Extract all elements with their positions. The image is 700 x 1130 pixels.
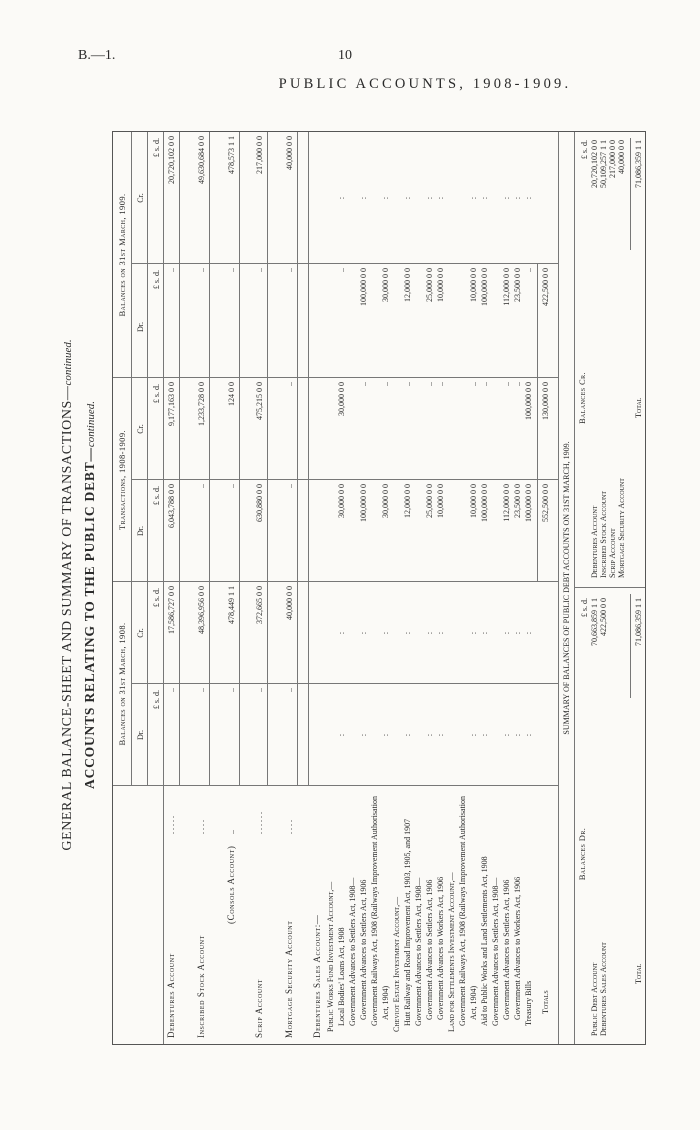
leader-dots: : [524, 631, 533, 635]
summary-dr-total-value: 71,086,359 1 1 [634, 598, 643, 646]
transaction-dr: .. [197, 484, 206, 488]
leader-dots: : [337, 196, 346, 200]
sheet-subtitle [82, 105, 98, 1085]
sales-balance-1909-dr: 10,000 0 0 [436, 268, 445, 302]
leader-dots: : [502, 733, 511, 737]
sales-transaction-dr: 23,500 0 0 [513, 484, 522, 518]
header-balances-1908: Balances on 31st March, 1908. [117, 622, 127, 746]
balance-1909-dr: .. [167, 268, 176, 272]
summary-lsd-dr: £ s. d. [580, 598, 589, 618]
header-lsd: £ s. d. [152, 138, 161, 158]
balance-1909-cr: 217,000 0 0 [255, 136, 264, 174]
sales-row-label: Act, 1904) [381, 985, 390, 1020]
sheet-title-cont: continued. [62, 339, 74, 386]
transaction-dr: 6,043,788 0 0 [167, 484, 176, 528]
balance-1909-cr: 478,573 1 1 [227, 136, 236, 174]
sales-balance-1909-dr: 23,500 0 0 [513, 268, 522, 302]
balance-1908-dr: .. [255, 688, 264, 692]
sales-transaction-dr: 10,000 0 0 [436, 484, 445, 518]
leader-dots: : [480, 196, 489, 200]
leader-dots: : [513, 196, 522, 200]
sales-balance-1909-dr: 100,000 0 0 [359, 268, 368, 306]
header-cr: Cr. [136, 628, 145, 638]
leader-dots: . . . . [285, 820, 294, 834]
sales-heading: Debentures Sales Account:— [312, 914, 322, 1038]
totals-rule [537, 264, 538, 582]
sheet-title [60, 105, 76, 1085]
summary-cr-label: Scrip Account [608, 528, 617, 578]
sales-transaction-dr: 30,000 0 0 [381, 484, 390, 518]
summary-dr-label: Debentures Sales Account [599, 942, 608, 1036]
rotated-balance-sheet [60, 105, 650, 1085]
column-rule [131, 263, 558, 264]
leader-dots: : [436, 631, 445, 635]
row-rule [267, 132, 268, 786]
transaction-cr: 124 0 0 [227, 382, 236, 406]
leader-dots: . . . . . . [255, 812, 264, 834]
summary-dr-label: Public Debt Account [590, 962, 599, 1036]
sheet-subtitle-text: ACCOUNTS RELATING TO THE PUBLIC DEBT— [82, 447, 97, 789]
leader-dots: : [381, 631, 390, 635]
leader-dots: : [436, 733, 445, 737]
sales-row-label: Land for Settlements Investment Account,— [447, 872, 456, 1032]
sales-transaction-cr: .. [480, 382, 489, 386]
sales-transaction-cr: .. [425, 382, 434, 386]
header-cr: Cr. [136, 193, 145, 203]
header-balances-1909: Balances on 31st March, 1909. [117, 193, 127, 317]
leader-dots: : [502, 196, 511, 200]
sales-transaction-dr: 100,000 0 0 [524, 484, 533, 522]
sheet-title-text: GENERAL BALANCE-SHEET AND SUMMARY OF TRANSACTIONS— [60, 385, 75, 851]
header-lsd: £ s. d. [152, 270, 161, 290]
sales-transaction-cr: .. [513, 382, 522, 386]
sales-row-label: Government Advances to Settlers Act, 1908— [414, 877, 423, 1026]
sales-total-cr: 130,000 0 0 [541, 382, 550, 420]
row-rule [297, 132, 298, 786]
header-lsd: £ s. d. [152, 588, 161, 608]
transaction-dr: .. [227, 484, 236, 488]
leader-dots: .. [227, 830, 236, 834]
leader-dots: : [436, 196, 445, 200]
sales-transaction-dr: 112,000 0 0 [502, 484, 511, 522]
row-rule [239, 132, 240, 786]
balance-1909-dr: .. [285, 268, 294, 272]
balance-1909-dr: .. [197, 268, 206, 272]
account-label: Mortgage Security Account [284, 920, 294, 1038]
balance-1909-cr: 40,000 0 0 [285, 136, 294, 170]
sales-transaction-dr: 100,000 0 0 [359, 484, 368, 522]
leader-dots: : [381, 196, 390, 200]
sales-balance-1909-dr: .. [337, 268, 346, 272]
transaction-cr: 1,233,728 0 0 [197, 382, 206, 426]
row-rule [179, 132, 180, 786]
balance-1908-cr: 40,000 0 0 [285, 586, 294, 620]
sales-balance-1909-dr: 12,000 0 0 [403, 268, 412, 302]
sales-row-label: Government Railways Act, 1908 (Railways Improvement Authorisation [458, 796, 467, 1026]
leader-dots: : [403, 631, 412, 635]
sales-row-label: Government Advances to Settlers Act, 1908— [348, 877, 357, 1026]
sales-transaction-cr: .. [469, 382, 478, 386]
summary-cr-heading: Balances Cr. [577, 371, 587, 425]
summary-cr-value: 217,000 0 0 [608, 140, 617, 178]
sales-transaction-cr: .. [403, 382, 412, 386]
sales-balance-1909-dr: .. [524, 268, 533, 272]
sheet-subtitle-cont: continued. [85, 401, 97, 448]
leader-dots: . . . . . [167, 816, 176, 834]
balance-1908-cr: 17,586,727 0 0 [167, 586, 176, 634]
row-rule [308, 132, 309, 786]
leader-dots: : [337, 631, 346, 635]
account-label: Scrip Account [254, 978, 264, 1038]
summary-cr-total-value: 71,086,359 1 1 [634, 140, 643, 188]
balance-1909-cr: 20,720,102 0 0 [167, 136, 176, 184]
sales-row-label: Public Works Fund Investment Account,— [326, 881, 335, 1032]
header-dr: Dr. [136, 322, 145, 332]
leader-dots: : [513, 733, 522, 737]
leader-dots: . . . . [197, 820, 206, 834]
sales-transaction-dr: 30,000 0 0 [337, 484, 346, 518]
sales-transaction-dr: 12,000 0 0 [403, 484, 412, 518]
sales-row-label: Government Advances to Settlers Act, 1906 [425, 879, 434, 1020]
summary-cr-value: 20,720,102 0 0 [590, 140, 599, 188]
leader-dots: : [359, 196, 368, 200]
summary-title: SUMMARY OF BALANCES OF PUBLIC DEBT ACCOUNTS ON 31ST MARCH, 1909. [562, 441, 571, 735]
balance-1908-dr: .. [167, 688, 176, 692]
sales-transaction-cr: 100,000 0 0 [524, 382, 533, 420]
leader-dots: : [403, 733, 412, 737]
sales-row-label: Local Bodies' Loans Act, 1908 [337, 927, 346, 1026]
page-number: 10 [338, 48, 352, 63]
summary-cr-value: 40,000 0 0 [617, 140, 626, 174]
sales-transaction-cr: .. [502, 382, 511, 386]
sales-row-label: Aid to Public Works and Land Settlements Act, 1908 [480, 856, 489, 1026]
transaction-cr: .. [285, 382, 294, 386]
account-label: Inscribed Stock Account [196, 935, 206, 1038]
sales-row-label: Government Advances to Workers Act, 1906 [436, 876, 445, 1020]
page-reference: B.—1. [78, 48, 116, 63]
sales-row-label: Government Railways Act, 1908 (Railways Improvement Authorisation [370, 796, 379, 1026]
row-rule [209, 132, 210, 786]
summary-cr-label: Debentures Account [590, 505, 599, 578]
column-rule [131, 479, 558, 480]
sales-transaction-dr: 100,000 0 0 [480, 484, 489, 522]
sales-transaction-cr: 30,000 0 0 [337, 382, 346, 416]
leader-dots: : [381, 733, 390, 737]
summary-dr-value: 70,663,859 1 1 [590, 598, 599, 646]
summary-cr-label: Mortgage Security Account [617, 478, 626, 578]
transaction-dr: 630,880 0 0 [255, 484, 264, 522]
header-bottom-rule [163, 132, 164, 1044]
sales-row-label: Government Advances to Workers Act, 1906 [513, 876, 522, 1020]
sales-balance-1909-dr: 30,000 0 0 [381, 268, 390, 302]
summary-cr-value: 50,109,257 1 1 [599, 140, 608, 188]
leader-dots: : [337, 733, 346, 737]
summary-total-rule [630, 594, 631, 698]
sales-row-label: Government Advances to Settlers Act, 1906 [502, 879, 511, 1020]
sales-total-dr: 552,500 0 0 [541, 484, 550, 522]
summary-top-rule [558, 132, 559, 1044]
summary-cr-label: Inscribed Stock Account [599, 490, 608, 578]
balance-1909-cr: 49,630,684 0 0 [197, 136, 206, 184]
column-rule [131, 683, 558, 684]
sales-balance-1909-dr: 100,000 0 0 [480, 268, 489, 306]
sales-row-label: Act, 1904) [469, 985, 478, 1020]
header-dr: Dr. [136, 526, 145, 536]
leader-dots: : [359, 733, 368, 737]
sales-total-1909-dr: 422,500 0 0 [541, 268, 550, 306]
sales-transaction-cr: .. [359, 382, 368, 386]
leader-dots: : [425, 196, 434, 200]
leader-dots: : [480, 631, 489, 635]
leader-dots: : [513, 631, 522, 635]
balance-1908-cr: 478,449 1 1 [227, 586, 236, 624]
transaction-cr: 475,215 0 0 [255, 382, 264, 420]
summary-lsd-cr: £ s. d. [580, 140, 589, 160]
summary-dr-value: 422,500 0 0 [599, 598, 608, 636]
balance-1909-dr: .. [255, 268, 264, 272]
header-cr: Cr. [136, 424, 145, 434]
header-lsd: £ s. d. [152, 486, 161, 506]
leader-dots: : [524, 196, 533, 200]
leader-dots: : [480, 733, 489, 737]
header-rule [147, 132, 148, 786]
summary-total-rule [630, 138, 631, 250]
leader-dots: : [524, 733, 533, 737]
summary-dr-heading: Balances Dr. [577, 827, 587, 881]
header-lsd: £ s. d. [152, 690, 161, 710]
sales-transaction-dr: 10,000 0 0 [469, 484, 478, 518]
leader-dots: : [359, 631, 368, 635]
balance-1908-dr: .. [197, 688, 206, 692]
sales-transaction-dr: 25,000 0 0 [425, 484, 434, 518]
leader-dots: : [403, 196, 412, 200]
sales-row-label: Cheviot Estate Investment Account,— [392, 896, 401, 1032]
summary-cr-total-label: Total [634, 397, 643, 418]
header-transactions: Transactions, 1908-1909. [117, 430, 127, 531]
sales-row-label: Government Advances to Settlers Act, 1906 [359, 879, 368, 1020]
sales-row-label: Hutt Railway and Road Improvement Act, 1903, 1905, and 1907 [403, 818, 412, 1026]
sales-transaction-cr: .. [381, 382, 390, 386]
balance-1908-cr: 372,665 0 0 [255, 586, 264, 624]
leader-dots: : [469, 196, 478, 200]
summary-dr-total-label: Total [634, 963, 643, 984]
summary-rule [574, 132, 575, 1044]
public-debt-table [112, 131, 646, 1045]
header-lsd: £ s. d. [152, 384, 161, 404]
leader-dots: : [425, 631, 434, 635]
leader-dots: : [469, 733, 478, 737]
balance-1908-cr: 48,396,956 0 0 [197, 586, 206, 634]
page-title: PUBLIC ACCOUNTS, 1908-1909. [278, 76, 572, 92]
transaction-cr: 9,177,163 0 0 [167, 382, 176, 426]
sales-totals-label: Totals [541, 990, 550, 1014]
leader-dots: : [502, 631, 511, 635]
sales-row-label: Treasury Bills [524, 980, 533, 1026]
transaction-dr: .. [285, 484, 294, 488]
account-label: Debentures Account [166, 953, 176, 1038]
account-label: (Consols Account) [226, 845, 236, 924]
header-rule [131, 132, 132, 786]
leader-dots: : [469, 631, 478, 635]
sales-balance-1909-dr: 25,000 0 0 [425, 268, 434, 302]
balance-1908-dr: .. [227, 688, 236, 692]
sales-balance-1909-dr: 10,000 0 0 [469, 268, 478, 302]
sales-balance-1909-dr: 112,000 0 0 [502, 268, 511, 306]
header-dr: Dr. [136, 730, 145, 740]
balance-1908-dr: .. [285, 688, 294, 692]
leader-dots: : [425, 733, 434, 737]
sales-row-label: Government Advances to Settlers Act, 1908— [491, 877, 500, 1026]
balance-1909-dr: .. [227, 268, 236, 272]
sales-transaction-cr: .. [436, 382, 445, 386]
summary-divider [574, 587, 645, 588]
